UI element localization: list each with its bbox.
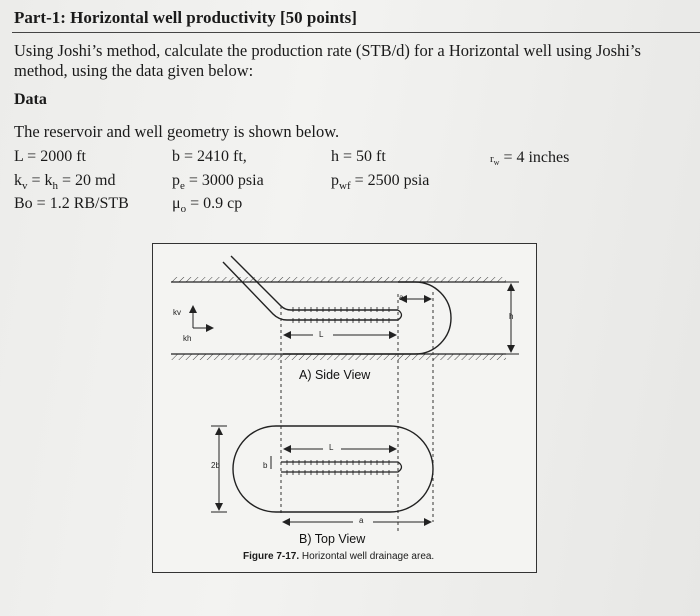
side-drainage-boundary	[283, 282, 451, 354]
label-2b: 2b	[211, 461, 220, 470]
label-kv: kv	[173, 308, 181, 317]
top-view-label: B) Top View	[299, 532, 366, 546]
instructions-paragraph	[14, 41, 654, 81]
param-Bo: Bo = 1.2 RB/STB	[14, 195, 129, 212]
label-L-top: L	[329, 443, 334, 452]
label-b: b	[263, 461, 268, 470]
well-lower-path	[223, 262, 398, 320]
top-boundary-hatch	[171, 277, 506, 282]
param-permeability: $k_v = k_h = 20$ md	[14, 172, 116, 193]
label-a-side: a	[399, 293, 404, 302]
label-h: h	[509, 312, 514, 321]
param-pe: $p_e = 3000$ psia	[172, 172, 264, 193]
param-L: L = 2000 ft	[14, 148, 86, 165]
caption-figure-number: Figure 7-17.	[243, 551, 300, 562]
geometry-description: The reservoir and well geometry is shown below.	[14, 122, 340, 141]
param-rw: $r_w = 4$ inches	[490, 149, 570, 168]
instructions-line-1: Using Joshi’s method, calculate the production rate (STB/d) for a Horizontal well using Joshi’s	[14, 41, 641, 60]
param-mu: $\mu_o = 0.9$ cp	[172, 195, 243, 216]
param-b: b = 2410 ft,	[172, 148, 247, 165]
label-a-top: a	[359, 516, 364, 525]
bottom-boundary-hatch	[171, 354, 506, 360]
caption-text: Horizontal well drainage area.	[299, 551, 435, 562]
well-upper-path	[231, 256, 398, 310]
param-h: h = 50 ft	[331, 148, 386, 165]
figure-horizontal-well-drainage	[152, 243, 537, 573]
bleed-through-text: ​	[439, 2, 441, 40]
figure-caption	[243, 551, 434, 562]
side-view-label: A) Side View	[299, 368, 371, 382]
title-underline	[12, 32, 700, 33]
page-title: Part-1: Horizontal well productivity [50 points]	[14, 8, 357, 27]
instructions-line-2: method, using the data given below:	[14, 61, 254, 80]
param-pwf: $p_{wf} = 2500$ psia	[331, 172, 430, 193]
drainage-diagram	[153, 244, 536, 572]
well-end-cap	[398, 310, 402, 320]
label-kh: kh	[183, 334, 192, 343]
label-L-side: L	[319, 330, 324, 339]
data-heading: Data	[14, 91, 47, 108]
